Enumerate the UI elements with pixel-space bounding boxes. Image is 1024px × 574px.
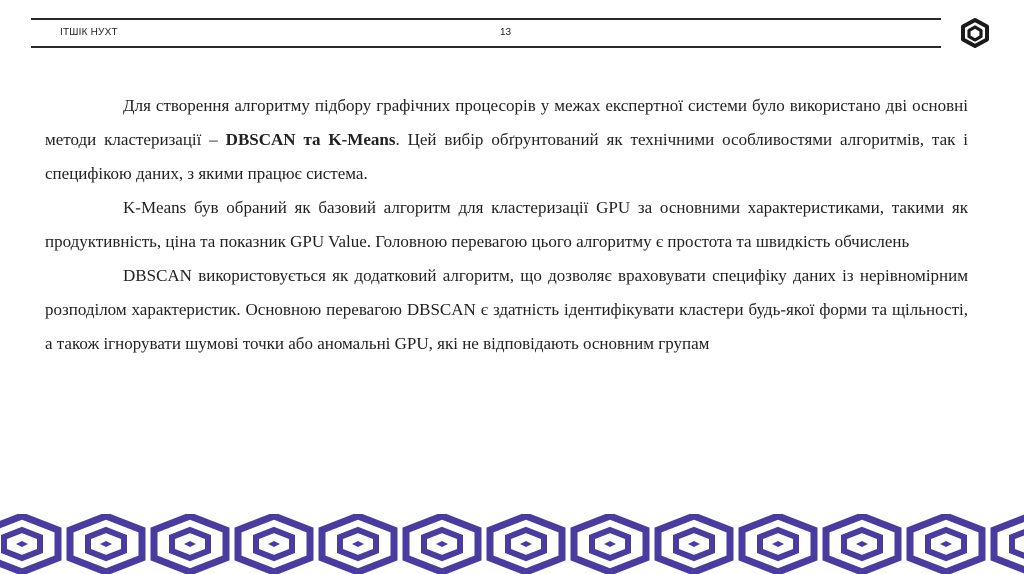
- header-institution: ІТШІК НУХТ: [60, 27, 118, 38]
- hexagon-logo-icon: [958, 17, 992, 49]
- paragraph-methods: [45, 89, 968, 191]
- paragraph-methods-text-end: . Цей вибір обґрунтований як технічними особливостями алгоритмів, так і специфікою даних, з якими працює система.: [45, 130, 968, 183]
- header-bottom-rule: [31, 46, 941, 48]
- slide-body: [45, 89, 968, 361]
- header-top-rule: [31, 18, 941, 20]
- paragraph-kmeans: K-Means був обраний як базовий алгоритм для кластеризації GPU за основними характеристиками, такими як продуктивність, ціна та показник GPU Value. Головною перевагою цього алгоритму є простота та швидкість обчислень: [45, 198, 968, 251]
- paragraph-methods-text-start: Для створення алгоритму підбору графічних процесорів у межах експертної системи було використано дві основні методи кластеризації –: [45, 96, 968, 149]
- methods-emphasis: DBSCAN та K-Means: [225, 130, 396, 149]
- hexagon-pattern: [0, 514, 1024, 574]
- paragraph-dbscan: DBSCAN використовується як додатковий алгоритм, що дозволяє враховувати специфіку даних із нерівномірним розподілом характеристик. Основною перевагою DBSCAN є здатність ідентифікувати кластери будь-якої форми та щільності, а також ігнорувати шумові точки або аномальні GPU, які не відповідають основним групам: [45, 266, 968, 353]
- page-number: 13: [500, 27, 512, 38]
